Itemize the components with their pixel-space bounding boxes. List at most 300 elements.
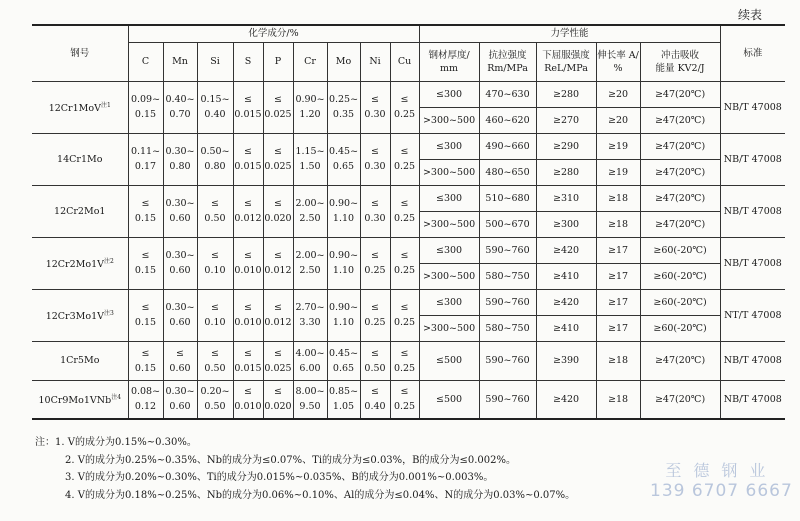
chem-line: 0.25~: [328, 94, 359, 105]
chem-cell-Ni: [360, 81, 390, 133]
grade-cell: [32, 380, 128, 419]
chem-line: ≤: [274, 94, 282, 105]
chem-line: 2.00~: [295, 250, 325, 261]
mech-cell-3: ≥17: [596, 315, 640, 341]
chem-line: ≤: [244, 94, 252, 105]
chem-cell-Ni: [360, 185, 390, 237]
mech-cell-2: ≥420: [536, 237, 596, 263]
grade-name: 12Cr2Mo1V: [45, 259, 104, 271]
chem-line: 0.10: [204, 265, 226, 276]
mech-cell-4: ≥47(20℃): [640, 211, 720, 237]
header-line: 抗拉强度: [488, 49, 527, 61]
chem-cell-P: [263, 185, 293, 237]
grade-name: 1Cr5Mo: [60, 355, 100, 366]
chem-line: 0.35: [332, 109, 355, 120]
mech-cell-1: 590~760: [479, 380, 536, 419]
chem-cell-Cr: [293, 341, 327, 380]
chem-line: 0.80: [169, 161, 191, 172]
chem-cell-C: [128, 289, 163, 341]
grade-name: 12Cr2Mo1: [54, 205, 106, 217]
standard-cell: NB/T 47008: [720, 237, 785, 289]
mech-cell-4: ≥60(-20℃): [640, 237, 720, 263]
mech-cell-3: ≥19: [596, 159, 640, 185]
chem-cell-Mn: [163, 133, 197, 185]
mech-cell-2: ≥310: [536, 185, 596, 211]
chem-cell-S: [233, 289, 263, 341]
header-mech-1: [479, 42, 536, 81]
chem-cell-Cr: [293, 133, 327, 185]
chem-line: 0.40~: [165, 94, 195, 105]
chem-line: 0.12: [134, 401, 157, 413]
chem-line: ≤: [274, 302, 282, 313]
mech-cell-2: ≥280: [536, 159, 596, 185]
header-line: 伸长率 A/: [597, 49, 639, 61]
chem-cell-P: [263, 237, 293, 289]
chem-line: 6.00: [299, 362, 321, 374]
chem-line: 0.90~: [328, 198, 359, 209]
mech-cell-3: ≥17: [596, 289, 640, 315]
mech-cell-2: ≥300: [536, 211, 596, 237]
chem-cell-Cu: [390, 185, 419, 237]
header-row-2: [32, 42, 785, 81]
mech-cell-3: ≥19: [596, 133, 640, 159]
chem-line: 0.025: [264, 362, 292, 374]
chem-line: 0.40: [364, 401, 386, 413]
chem-line: 2.70~: [295, 302, 325, 313]
chem-line: ≤: [400, 347, 409, 359]
chem-line: ≤: [141, 347, 150, 359]
header-line: Rm/MPa: [487, 62, 528, 74]
chem-line: ≤: [371, 386, 379, 398]
mech-cell-4: ≥60(-20℃): [640, 263, 720, 289]
watermark-name: 至德钢业: [665, 461, 778, 480]
mech-cell-0: ≤300: [419, 185, 479, 211]
header-mech-group: 力学性能: [419, 25, 720, 42]
chem-cell-Mn: [163, 185, 197, 237]
chem-line: 1.10: [332, 317, 355, 328]
chem-line: 0.020: [264, 213, 292, 224]
chem-line: 0.15: [134, 265, 157, 276]
chem-line: 0.020: [264, 401, 292, 413]
table-row: [32, 380, 785, 419]
chem-line: ≤: [244, 386, 252, 398]
chem-line: 0.25: [393, 265, 416, 276]
chem-line: ≤: [244, 250, 252, 261]
chem-line: 0.025: [264, 109, 292, 120]
chem-line: ≤: [371, 198, 379, 209]
mech-cell-0: >300~500: [419, 315, 479, 341]
mech-cell-4: ≥60(-20℃): [640, 289, 720, 315]
chem-line: 0.30: [364, 213, 386, 224]
chem-line: 0.45~: [328, 347, 359, 359]
chem-line: ≤: [141, 250, 150, 261]
chem-cell-S: [233, 341, 263, 380]
chem-line: ≤: [244, 347, 252, 359]
standard-cell: NB/T 47008: [720, 81, 785, 133]
chem-line: 0.25: [364, 317, 386, 328]
chem-cell-Mo: [327, 341, 360, 380]
chem-cell-Cr: [293, 185, 327, 237]
chem-cell-Mn: [163, 237, 197, 289]
watermark: [650, 458, 793, 501]
chem-line: ≤: [400, 198, 409, 209]
mech-cell-4: ≥47(20℃): [640, 107, 720, 133]
mech-cell-1: 460~620: [479, 107, 536, 133]
chem-cell-Mo: [327, 81, 360, 133]
chem-cell-Si: [197, 289, 233, 341]
chem-line: 0.30~: [165, 250, 195, 261]
chem-line: ≤: [371, 250, 379, 261]
chem-line: 0.17: [134, 161, 157, 172]
chem-line: 0.025: [264, 161, 292, 172]
chem-line: 0.15~: [200, 94, 230, 105]
chem-cell-Cu: [390, 289, 419, 341]
mech-cell-3: ≥18: [596, 211, 640, 237]
table-row: [32, 81, 785, 107]
mech-cell-2: ≥420: [536, 289, 596, 315]
mech-cell-1: 590~760: [479, 289, 536, 315]
chem-line: 0.60: [169, 265, 191, 276]
grade-cell: [32, 133, 128, 185]
mech-cell-4: ≥60(-20℃): [640, 315, 720, 341]
chem-line: 0.010: [234, 317, 262, 328]
chem-line: 1.05: [332, 401, 355, 413]
chem-line: 0.15: [134, 213, 157, 224]
chem-line: 0.015: [234, 161, 262, 172]
chem-cell-Si: [197, 185, 233, 237]
chem-line: ≤: [371, 302, 379, 313]
header-chem-8: Cu: [390, 42, 419, 81]
chem-line: 0.15: [134, 317, 157, 328]
chem-line: 0.25: [393, 109, 416, 120]
standard-cell: NB/T 47008: [720, 380, 785, 419]
chem-line: 2.50: [299, 213, 321, 224]
mech-cell-3: ≥17: [596, 237, 640, 263]
chem-cell-Si: [197, 237, 233, 289]
chem-cell-Mn: [163, 380, 197, 419]
mech-cell-1: 590~760: [479, 237, 536, 263]
chem-cell-Mo: [327, 380, 360, 419]
header-chem-5: Cr: [293, 42, 327, 81]
chem-line: 0.45~: [328, 146, 359, 157]
header-chem-1: Mn: [163, 42, 197, 81]
chem-line: ≤: [274, 386, 282, 398]
chem-line: ≤: [211, 302, 219, 313]
table-row: [32, 133, 785, 159]
chem-line: 0.012: [264, 317, 292, 328]
chem-cell-Ni: [360, 237, 390, 289]
chem-cell-C: [128, 185, 163, 237]
chem-line: 0.25: [393, 401, 416, 413]
watermark-phone: 139 6707 6667: [650, 481, 793, 501]
chem-line: 0.010: [234, 401, 262, 413]
mech-cell-3: ≥18: [596, 341, 640, 380]
chem-cell-C: [128, 133, 163, 185]
header-mech-0: [419, 42, 479, 81]
header-mech-2: [536, 42, 596, 81]
mech-cell-0: ≤300: [419, 289, 479, 315]
chem-line: 0.08~: [130, 386, 161, 398]
mech-cell-2: ≥270: [536, 107, 596, 133]
chem-line: 0.65: [332, 362, 355, 374]
chem-line: ≤: [400, 386, 409, 398]
chem-line: 1.10: [332, 265, 355, 276]
chem-line: ≤: [371, 94, 379, 105]
chem-line: 0.30~: [165, 146, 195, 157]
chem-line: ≤: [211, 198, 219, 209]
mech-cell-1: 580~750: [479, 315, 536, 341]
chem-line: ≤: [400, 250, 409, 261]
chem-cell-S: [233, 81, 263, 133]
grade-cell: [32, 81, 128, 133]
mech-cell-2: ≥290: [536, 133, 596, 159]
chem-line: 1.10: [332, 213, 355, 224]
mech-cell-0: ≤300: [419, 81, 479, 107]
chem-cell-Mn: [163, 81, 197, 133]
chem-cell-Cu: [390, 237, 419, 289]
chem-cell-C: [128, 380, 163, 419]
chem-line: ≤: [274, 347, 282, 359]
chem-line: 0.50~: [200, 146, 230, 157]
chem-line: ≤: [400, 302, 409, 313]
grade-cell: [32, 185, 128, 237]
header-line: 下屈服强度: [542, 49, 590, 61]
table-row: [32, 289, 785, 315]
mech-cell-2: ≥410: [536, 263, 596, 289]
table-row: [32, 341, 785, 380]
chem-line: 0.50: [204, 362, 226, 374]
mech-cell-2: ≥390: [536, 341, 596, 380]
chem-line: ≤: [244, 198, 252, 209]
note-ref: 注1: [100, 101, 111, 109]
chem-line: 0.25: [393, 213, 416, 224]
chem-line: ≤: [141, 302, 150, 313]
mech-cell-1: 510~680: [479, 185, 536, 211]
mech-cell-4: ≥47(20℃): [640, 133, 720, 159]
chem-line: 0.010: [234, 265, 262, 276]
chem-line: 0.09~: [130, 94, 161, 105]
standard-cell: NB/T 47008: [720, 133, 785, 185]
chem-line: 0.90~: [328, 250, 359, 261]
table-row: [32, 237, 785, 263]
header-line: mm: [440, 62, 459, 74]
mech-cell-0: ≤300: [419, 133, 479, 159]
chem-line: 0.015: [234, 109, 262, 120]
header-chem-2: Si: [197, 42, 233, 81]
mech-cell-3: ≥20: [596, 107, 640, 133]
chem-line: ≤: [176, 347, 184, 359]
chem-line: ≤: [244, 146, 252, 157]
mech-cell-1: 590~760: [479, 341, 536, 380]
chem-cell-P: [263, 341, 293, 380]
header-row-1: [32, 25, 785, 42]
chem-cell-Si: [197, 81, 233, 133]
mech-cell-0: >300~500: [419, 159, 479, 185]
chem-line: 0.60: [169, 401, 191, 413]
chem-cell-Cu: [390, 380, 419, 419]
mech-cell-1: 580~750: [479, 263, 536, 289]
chem-line: ≤: [274, 198, 282, 209]
grade-cell: [32, 237, 128, 289]
chem-cell-S: [233, 237, 263, 289]
chem-cell-Cu: [390, 341, 419, 380]
chem-cell-Ni: [360, 133, 390, 185]
chem-line: 0.25: [364, 265, 386, 276]
chem-cell-Cr: [293, 81, 327, 133]
chem-line: 0.20~: [200, 386, 230, 398]
note-ref: 注4: [111, 394, 122, 402]
mech-cell-1: 500~670: [479, 211, 536, 237]
header-chem-7: Ni: [360, 42, 390, 81]
chem-line: 0.30~: [165, 386, 195, 398]
header-mech-4: [640, 42, 720, 81]
mech-cell-4: ≥47(20℃): [640, 341, 720, 380]
grade-name: 12Cr1MoV: [48, 103, 101, 115]
mech-cell-4: ≥47(20℃): [640, 81, 720, 107]
chem-line: ≤: [400, 94, 409, 105]
chem-line: 3.30: [299, 317, 321, 328]
standard-cell: NB/T 47008: [720, 185, 785, 237]
header-chem-0: C: [128, 42, 163, 81]
chem-cell-P: [263, 380, 293, 419]
header-line: %: [613, 62, 623, 74]
grade-name: 14Cr1Mo: [57, 153, 103, 165]
mech-cell-0: >300~500: [419, 263, 479, 289]
mech-cell-4: ≥47(20℃): [640, 380, 720, 419]
mech-cell-4: ≥47(20℃): [640, 159, 720, 185]
chem-line: 0.60: [169, 213, 191, 224]
chem-line: 0.11~: [130, 146, 161, 157]
chem-cell-Mo: [327, 133, 360, 185]
header-mech-3: [596, 42, 640, 81]
chem-cell-Cu: [390, 81, 419, 133]
chem-line: 4.00~: [295, 347, 325, 359]
steel-properties-table: [32, 24, 785, 420]
chem-cell-Mn: [163, 341, 197, 380]
chem-line: 0.15: [134, 362, 157, 374]
chem-line: 0.40: [204, 109, 226, 120]
header-grade: 钢号: [32, 25, 128, 81]
chem-cell-Ni: [360, 289, 390, 341]
chem-cell-Si: [197, 133, 233, 185]
note-ref: 注2: [103, 257, 114, 265]
chem-cell-S: [233, 185, 263, 237]
mech-cell-1: 490~660: [479, 133, 536, 159]
chem-cell-P: [263, 133, 293, 185]
chem-line: 2.50: [299, 265, 321, 276]
chem-line: 0.50: [364, 362, 386, 374]
chem-line: ≤: [400, 146, 409, 157]
chem-line: ≤: [141, 198, 150, 209]
chem-cell-Mo: [327, 289, 360, 341]
mech-cell-3: ≥18: [596, 185, 640, 211]
chem-line: 0.012: [264, 265, 292, 276]
mech-cell-0: >300~500: [419, 107, 479, 133]
mech-cell-0: >300~500: [419, 211, 479, 237]
chem-line: 0.015: [234, 362, 262, 374]
chem-line: 0.50: [204, 213, 226, 224]
note-4: 4. V的成分为0.18%~0.25%、Nb的成分为0.06%~0.10%、Al的成分为≤0.04%、N的成分为0.03%~0.07%。: [65, 489, 576, 501]
chem-cell-Cr: [293, 237, 327, 289]
chem-line: ≤: [274, 146, 282, 157]
chem-line: 0.90~: [295, 94, 325, 105]
chem-line: 0.80: [204, 161, 226, 172]
chem-cell-Cu: [390, 133, 419, 185]
chem-line: 0.70: [169, 109, 191, 120]
chem-cell-C: [128, 81, 163, 133]
continued-label: 续表: [737, 8, 762, 22]
chem-line: 0.012: [234, 213, 262, 224]
table-row: [32, 185, 785, 211]
chem-line: ≤: [211, 250, 219, 261]
chem-cell-Si: [197, 380, 233, 419]
mech-cell-2: ≥280: [536, 81, 596, 107]
chem-line: ≤: [371, 146, 379, 157]
mech-cell-0: ≤300: [419, 237, 479, 263]
mech-cell-4: ≥47(20℃): [640, 185, 720, 211]
note-2: 2. V的成分为0.25%~0.35%、Nb的成分为≤0.07%、Ti的成分为≤0.03%，B的成分为≤0.002%。: [65, 454, 517, 466]
chem-line: 0.30~: [165, 198, 195, 209]
chem-cell-Ni: [360, 380, 390, 419]
chem-line: ≤: [244, 302, 252, 313]
chem-cell-S: [233, 133, 263, 185]
chem-line: 0.30: [364, 109, 386, 120]
chem-line: 0.25: [393, 161, 416, 172]
chem-cell-Mn: [163, 289, 197, 341]
chem-line: 0.30: [364, 161, 386, 172]
grade-cell: [32, 341, 128, 380]
chem-cell-S: [233, 380, 263, 419]
mech-cell-3: ≥18: [596, 380, 640, 419]
chem-cell-Cr: [293, 289, 327, 341]
chem-cell-C: [128, 237, 163, 289]
chem-line: 0.85~: [328, 386, 359, 398]
grade-name: 10Cr9Mo1VNb: [38, 395, 112, 407]
grade-cell: [32, 289, 128, 341]
header-line: 冲击吸收: [661, 49, 700, 61]
chem-cell-P: [263, 81, 293, 133]
chem-cell-C: [128, 341, 163, 380]
chem-line: 0.60: [169, 362, 191, 374]
chem-line: 1.50: [299, 161, 321, 172]
header-line: ReL/MPa: [544, 62, 588, 74]
chem-line: 0.15: [134, 109, 157, 120]
mech-cell-0: ≤500: [419, 341, 479, 380]
note-3: 3. V的成分为0.20%~0.30%、Ti的成分为0.015%~0.035%、B的成分为0.001%~0.003%。: [65, 472, 494, 483]
mech-cell-3: ≥20: [596, 81, 640, 107]
chem-line: ≤: [371, 347, 379, 359]
note-1: 注：1. V的成分为0.15%~0.30%。: [35, 437, 197, 448]
chem-line: 0.65: [332, 161, 355, 172]
header-line: 钢材厚度/: [428, 49, 470, 61]
mech-cell-0: ≤500: [419, 380, 479, 419]
chem-line: 0.60: [169, 317, 191, 328]
chem-cell-P: [263, 289, 293, 341]
chem-cell-Cr: [293, 380, 327, 419]
header-standard: 标准: [720, 25, 785, 81]
mech-cell-1: 470~630: [479, 81, 536, 107]
header-chem-4: P: [263, 42, 293, 81]
mech-cell-3: ≥17: [596, 263, 640, 289]
mech-cell-1: 480~650: [479, 159, 536, 185]
chem-line: 0.25: [393, 362, 416, 374]
chem-cell-Si: [197, 341, 233, 380]
chem-cell-Mo: [327, 185, 360, 237]
standard-cell: NT/T 47008: [720, 289, 785, 341]
header-chem-3: S: [233, 42, 263, 81]
chem-cell-Mo: [327, 237, 360, 289]
table-notes: [35, 434, 575, 504]
